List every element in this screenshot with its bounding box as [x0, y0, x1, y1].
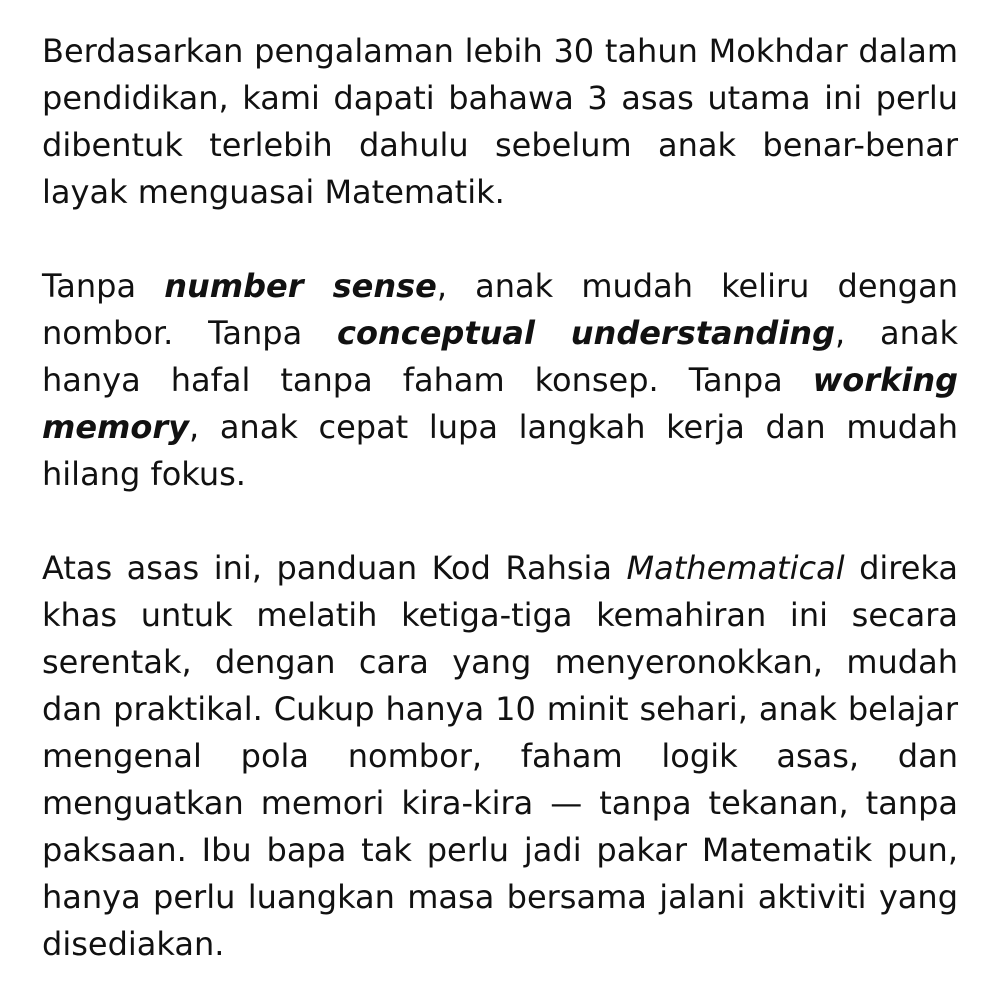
text-segment: direka khas untuk melatih ketiga-tiga kemahiran ini secara serentak, dengan cara yang menyeronokkan, mudah dan praktikal. Cukup hanya 10 minit sehari, anak belajar mengenal pola nombor, faham logik asas, dan menguatkan memori kira-kira — tanpa tekanan, tanpa paksaan. Ibu bapa tak perlu jadi pakar Matematik pun, hanya perlu luangkan masa bersama jalani aktiviti yang disediakan.	[42, 549, 959, 963]
text-segment: , anak mudah keliru dengan nombor. Tanpa	[42, 267, 958, 352]
term-working-memory: working memory	[42, 361, 958, 446]
text-segment: Atas asas ini, panduan Kod Rahsia	[42, 549, 627, 587]
paragraph-experience: Berdasarkan pengalaman lebih 30 tahun Mokhdar dalam pendidikan, kami dapati bahawa 3 asas utama ini perlu dibentuk terlebih dahulu sebelum anak benar-benar layak menguasai Matematik.	[42, 32, 958, 211]
document-body	[42, 28, 958, 968]
paragraph-three-foundations	[42, 263, 958, 498]
text-segment: , anak cepat lupa langkah kerja dan mudah hilang fokus.	[42, 408, 958, 493]
term-mathematical: Mathematical	[626, 549, 845, 587]
text-segment: Tanpa	[42, 267, 165, 305]
term-conceptual-understanding: conceptual understanding	[337, 314, 835, 352]
term-number-sense: number sense	[164, 267, 437, 305]
text-segment: , anak hanya hafal tanpa faham konsep. Tanpa	[42, 314, 959, 399]
paragraph-guide-description	[42, 545, 958, 968]
